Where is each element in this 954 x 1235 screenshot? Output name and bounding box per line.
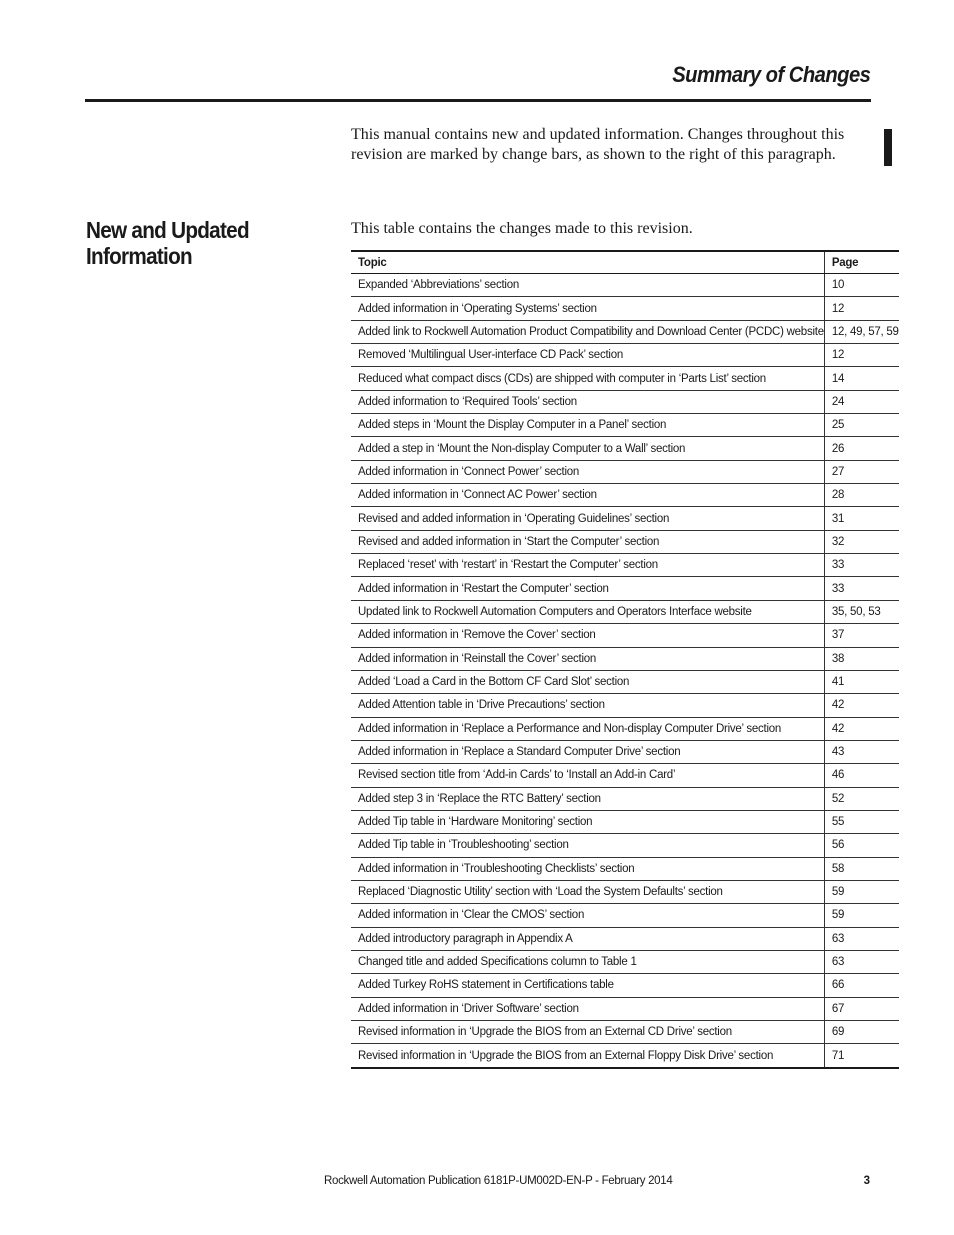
page-title: Summary of Changes bbox=[671, 62, 870, 87]
table-row bbox=[351, 740, 899, 763]
topic-cell: Revised and added information in ‘Start the Computer’ section bbox=[351, 530, 824, 553]
header-topic: Topic bbox=[351, 251, 824, 274]
table-row bbox=[351, 297, 899, 320]
topic-cell: Updated link to Rockwell Automation Computers and Operators Interface website bbox=[351, 600, 824, 623]
page-cell: 63 bbox=[824, 950, 898, 973]
page-cell: 42 bbox=[824, 717, 898, 740]
topic-cell: Revised information in ‘Upgrade the BIOS from an External CD Drive’ section bbox=[351, 1021, 824, 1044]
table-row bbox=[351, 950, 899, 973]
page-cell: 42 bbox=[824, 694, 898, 717]
table-row bbox=[351, 857, 899, 880]
topic-cell: Replaced ‘reset’ with ‘restart’ in ‘Restart the Computer’ section bbox=[351, 554, 824, 577]
table-row bbox=[351, 997, 899, 1020]
table-row bbox=[351, 437, 899, 460]
table-row bbox=[351, 834, 899, 857]
table-row bbox=[351, 624, 899, 647]
table-row bbox=[351, 1044, 899, 1068]
page-cell: 37 bbox=[824, 624, 898, 647]
topic-cell: Added information in ‘Troubleshooting Checklists’ section bbox=[351, 857, 824, 880]
topic-cell: Added Turkey RoHS statement in Certifications table bbox=[351, 974, 824, 997]
topic-cell: Added information in ‘Driver Software’ section bbox=[351, 997, 824, 1020]
page-cell: 27 bbox=[824, 460, 898, 483]
table-row bbox=[351, 484, 899, 507]
page-cell: 55 bbox=[824, 810, 898, 833]
topic-cell: Added a step in ‘Mount the Non-display Computer to a Wall’ section bbox=[351, 437, 824, 460]
table-row bbox=[351, 460, 899, 483]
topic-cell: Added information in ‘Operating Systems’ section bbox=[351, 297, 824, 320]
table-row bbox=[351, 577, 899, 600]
table-row bbox=[351, 320, 899, 343]
page-cell: 12 bbox=[824, 344, 898, 367]
topic-cell: Added introductory paragraph in Appendix A bbox=[351, 927, 824, 950]
footer-publication: Rockwell Automation Publication 6181P-UM002D-EN-P - February 2014 bbox=[324, 1175, 673, 1187]
topic-cell: Reduced what compact discs (CDs) are shipped with computer in ‘Parts List’ section bbox=[351, 367, 824, 390]
table-row bbox=[351, 530, 899, 553]
table-row bbox=[351, 974, 899, 997]
page-cell: 43 bbox=[824, 740, 898, 763]
title-divider bbox=[85, 99, 871, 102]
topic-cell: Added information in ‘Clear the CMOS’ section bbox=[351, 904, 824, 927]
table-row bbox=[351, 554, 899, 577]
topic-cell: Added information in ‘Replace a Performance and Non-display Computer Drive’ section bbox=[351, 717, 824, 740]
table-caption: This table contains the changes made to this revision. bbox=[351, 220, 693, 237]
topic-cell: Added information in ‘Connect Power’ section bbox=[351, 460, 824, 483]
page-cell: 33 bbox=[824, 577, 898, 600]
footer-page-number: 3 bbox=[863, 1175, 870, 1187]
table-row bbox=[351, 390, 899, 413]
topic-cell: Added information in ‘Remove the Cover’ section bbox=[351, 624, 824, 647]
table-row bbox=[351, 600, 899, 623]
page-cell: 12, 49, 57, 59 bbox=[824, 320, 898, 343]
changes-table-body bbox=[351, 274, 899, 1068]
page-cell: 69 bbox=[824, 1021, 898, 1044]
table-row bbox=[351, 274, 899, 297]
table-row bbox=[351, 1021, 899, 1044]
table-row bbox=[351, 764, 899, 787]
page-cell: 32 bbox=[824, 530, 898, 553]
topic-cell: Added Tip table in ‘Hardware Monitoring’ section bbox=[351, 810, 824, 833]
topic-cell: Added information in ‘Replace a Standard Computer Drive’ section bbox=[351, 740, 824, 763]
page-cell: 28 bbox=[824, 484, 898, 507]
topic-cell: Expanded ‘Abbreviations’ section bbox=[351, 274, 824, 297]
page-cell: 38 bbox=[824, 647, 898, 670]
table-row bbox=[351, 670, 899, 693]
page-cell: 14 bbox=[824, 367, 898, 390]
page-cell: 67 bbox=[824, 997, 898, 1020]
table-row bbox=[351, 344, 899, 367]
header-page: Page bbox=[824, 251, 898, 274]
page-cell: 56 bbox=[824, 834, 898, 857]
page-cell: 33 bbox=[824, 554, 898, 577]
page-cell: 25 bbox=[824, 414, 898, 437]
topic-cell: Removed ‘Multilingual User-interface CD Pack’ section bbox=[351, 344, 824, 367]
intro-paragraph: This manual contains new and updated information. Changes throughout this revision are marked by change bars, as shown to the right of this paragraph. bbox=[351, 126, 845, 163]
topic-cell: Added Tip table in ‘Troubleshooting’ section bbox=[351, 834, 824, 857]
page-cell: 59 bbox=[824, 904, 898, 927]
table-row bbox=[351, 927, 899, 950]
page-cell: 10 bbox=[824, 274, 898, 297]
topic-cell: Added link to Rockwell Automation Product Compatibility and Download Center (PCDC) website bbox=[351, 320, 824, 343]
page-cell: 26 bbox=[824, 437, 898, 460]
page-cell: 66 bbox=[824, 974, 898, 997]
topic-cell: Changed title and added Specifications column to Table 1 bbox=[351, 950, 824, 973]
page-cell: 71 bbox=[824, 1044, 898, 1068]
table-row bbox=[351, 880, 899, 903]
table-row bbox=[351, 367, 899, 390]
topic-cell: Replaced ‘Diagnostic Utility’ section with ‘Load the System Defaults’ section bbox=[351, 880, 824, 903]
topic-cell: Added information in ‘Reinstall the Cover’ section bbox=[351, 647, 824, 670]
page-cell: 59 bbox=[824, 880, 898, 903]
page-cell: 63 bbox=[824, 927, 898, 950]
table-row bbox=[351, 810, 899, 833]
topic-cell: Added step 3 in ‘Replace the RTC Battery’ section bbox=[351, 787, 824, 810]
section-heading: New and Updated Information bbox=[86, 217, 249, 269]
table-header-row bbox=[351, 251, 899, 274]
table-row bbox=[351, 414, 899, 437]
table-row bbox=[351, 717, 899, 740]
page-cell: 52 bbox=[824, 787, 898, 810]
topic-cell: Revised and added information in ‘Operating Guidelines’ section bbox=[351, 507, 824, 530]
table-row bbox=[351, 694, 899, 717]
topic-cell: Revised information in ‘Upgrade the BIOS from an External Floppy Disk Drive’ section bbox=[351, 1044, 824, 1068]
page-cell: 31 bbox=[824, 507, 898, 530]
page-cell: 58 bbox=[824, 857, 898, 880]
page-cell: 41 bbox=[824, 670, 898, 693]
change-bar bbox=[884, 129, 892, 166]
page-cell: 35, 50, 53 bbox=[824, 600, 898, 623]
page-cell: 24 bbox=[824, 390, 898, 413]
topic-cell: Added Attention table in ‘Drive Precautions’ section bbox=[351, 694, 824, 717]
changes-table bbox=[351, 250, 899, 1069]
topic-cell: Added information in ‘Restart the Computer’ section bbox=[351, 577, 824, 600]
table-row bbox=[351, 647, 899, 670]
table-row bbox=[351, 787, 899, 810]
page-cell: 12 bbox=[824, 297, 898, 320]
topic-cell: Revised section title from ‘Add-in Cards’ to ‘Install an Add-in Card’ bbox=[351, 764, 824, 787]
table-row bbox=[351, 507, 899, 530]
topic-cell: Added information to ‘Required Tools’ section bbox=[351, 390, 824, 413]
topic-cell: Added information in ‘Connect AC Power’ section bbox=[351, 484, 824, 507]
page-cell: 46 bbox=[824, 764, 898, 787]
table-row bbox=[351, 904, 899, 927]
topic-cell: Added steps in ‘Mount the Display Computer in a Panel’ section bbox=[351, 414, 824, 437]
topic-cell: Added ‘Load a Card in the Bottom CF Card Slot’ section bbox=[351, 670, 824, 693]
